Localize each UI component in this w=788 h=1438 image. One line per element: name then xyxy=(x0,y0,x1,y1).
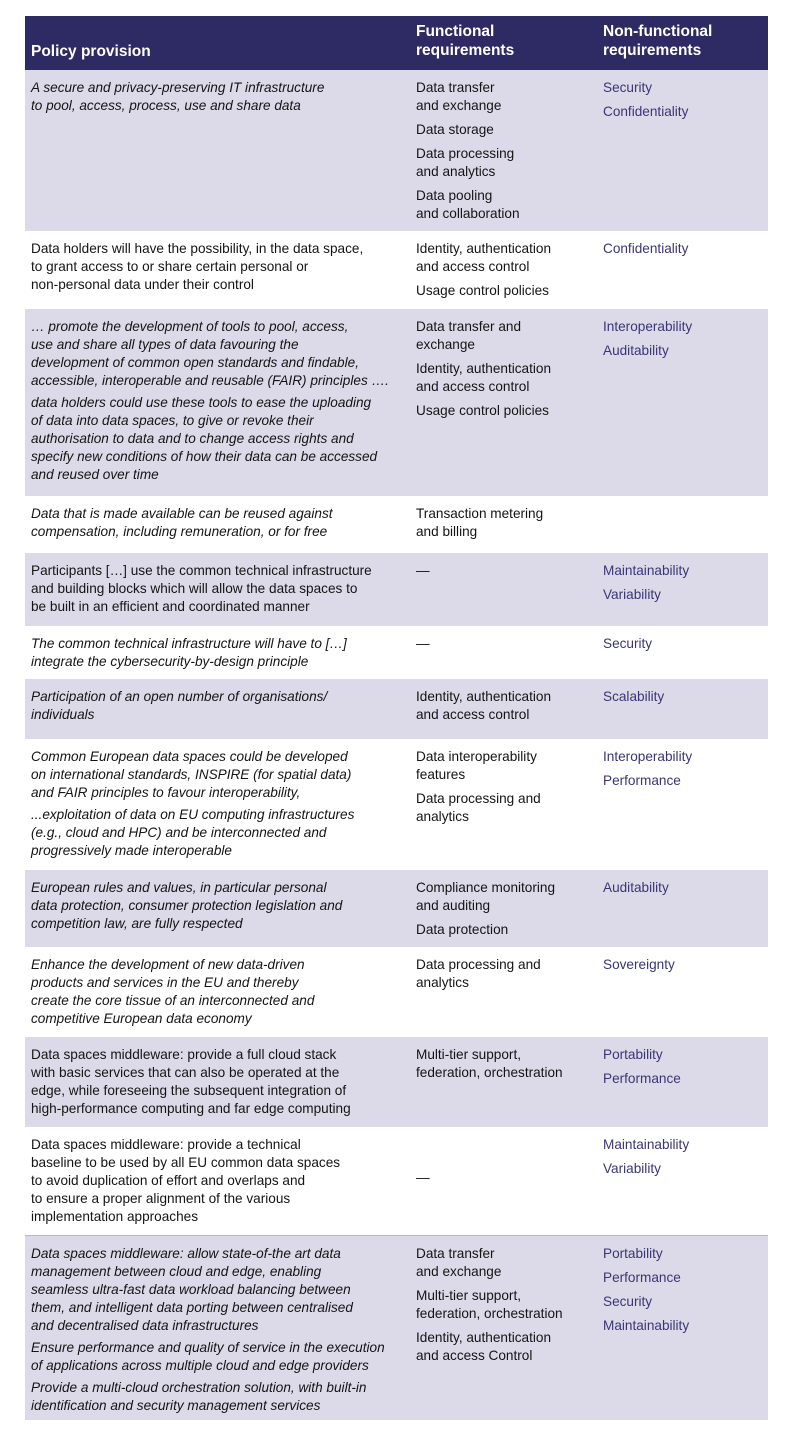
table-row xyxy=(25,626,768,679)
non-functional-requirement: Confidentiality xyxy=(603,241,689,256)
functional-requirement: Data transfer and exchange xyxy=(416,1246,502,1279)
functional-requirement: Identity, authentication and access Control xyxy=(416,1330,552,1363)
table-row xyxy=(25,496,768,553)
header-non-functional-requirements: Non-functional requirements xyxy=(603,23,713,59)
functional-requirements-cell xyxy=(416,318,594,426)
non-functional-requirement: Variability xyxy=(603,1161,661,1176)
functional-requirement: Data processing and analytics xyxy=(416,146,515,179)
non-functional-requirements-cell xyxy=(603,79,763,127)
table-row xyxy=(25,70,768,231)
functional-requirement: Data transfer and exchange xyxy=(416,80,502,113)
policy-text: Enhance the development of new data-driven products and services in the EU and thereby create the core tissue of an interconnected and competitive European data economy xyxy=(31,957,315,1026)
functional-requirements-cell xyxy=(416,688,594,730)
table-row xyxy=(25,947,768,1037)
policy-text: Data spaces middleware: allow state-of-the art data management between cloud and edge, enabling seamless ultra-fast data workload balancing between them, and intelligent data porting between centralised and decentralised data infrastructures xyxy=(31,1246,353,1333)
functional-requirement: Usage control policies xyxy=(416,403,549,418)
header-policy-provision: Policy provision xyxy=(31,43,151,60)
functional-requirement: Multi-tier support, federation, orchestration xyxy=(416,1288,563,1321)
policy-text: Data spaces middleware: provide a technical baseline to be used by all EU common data spaces to avoid duplication of effort and overlaps and to ensure a proper alignment of the various implementation approaches xyxy=(31,1137,341,1224)
functional-requirements-cell xyxy=(416,879,594,945)
non-functional-requirement: Portability xyxy=(603,1246,663,1261)
non-functional-requirement: Security xyxy=(603,1294,653,1309)
requirements-table xyxy=(25,16,768,1420)
functional-requirements-cell xyxy=(416,1127,594,1235)
table-row xyxy=(25,231,768,309)
policy-provision-cell xyxy=(31,635,406,675)
non-functional-requirement: Auditability xyxy=(603,343,669,358)
policy-provision-cell xyxy=(31,562,406,620)
functional-requirement: Data interoperability features xyxy=(416,749,537,782)
functional-requirement: Identity, authentication and access control xyxy=(416,361,552,394)
header-functional-requirements: Functional requirements xyxy=(416,23,515,59)
non-functional-requirement: Interoperability xyxy=(603,319,693,334)
policy-text: Participants […] use the common technical infrastructure and building blocks which will allow the data spaces to be built in an efficient and coordinated manner xyxy=(31,563,372,614)
non-functional-requirements-cell xyxy=(603,748,763,796)
functional-requirement: Usage control policies xyxy=(416,283,549,298)
functional-requirements-cell xyxy=(416,1046,594,1088)
table-row xyxy=(25,1037,768,1127)
policy-text: Provide a multi-cloud orchestration solution, with built-in identification and security management services xyxy=(31,1380,367,1413)
non-functional-requirement: Sovereignty xyxy=(603,957,675,972)
table-row xyxy=(25,870,768,947)
policy-text: Ensure performance and quality of service in the execution of applications across multiple cloud and edge providers xyxy=(31,1340,385,1373)
functional-requirements-cell xyxy=(416,240,594,306)
functional-requirement: Data pooling and collaboration xyxy=(416,188,520,221)
table-body xyxy=(25,70,768,1420)
functional-requirement: Multi-tier support, federation, orchestration xyxy=(416,1047,563,1080)
functional-requirements-cell xyxy=(416,956,594,998)
non-functional-requirements-cell xyxy=(603,1245,763,1341)
policy-text: Common European data spaces could be developed on international standards, INSPIRE (for spatial data) and FAIR principles to favour interoperability, xyxy=(31,749,352,800)
policy-text: Participation of an open number of organisations/ individuals xyxy=(31,689,328,722)
policy-text: ...exploitation of data on EU computing infrastructures (e.g., cloud and HPC) and be interconnected and progressively made interoperable xyxy=(31,807,355,858)
functional-requirements-cell xyxy=(416,748,594,832)
policy-text: Data spaces middleware: provide a full cloud stack with basic services that can also be operated at the edge, while foreseeing the subsequent integration of high-performance computing and far edge computing xyxy=(31,1047,351,1116)
functional-requirements-cell xyxy=(416,562,594,586)
table-header xyxy=(25,16,768,70)
table-row xyxy=(25,309,768,496)
non-functional-requirement: Auditability xyxy=(603,880,669,895)
non-functional-requirement: Performance xyxy=(603,1270,681,1285)
functional-requirement: Data transfer and exchange xyxy=(416,319,522,352)
non-functional-requirements-cell xyxy=(603,1046,763,1094)
non-functional-requirement: Variability xyxy=(603,587,661,602)
non-functional-requirements-cell xyxy=(603,562,763,610)
policy-provision-cell xyxy=(31,1136,406,1230)
non-functional-requirement: Portability xyxy=(603,1047,663,1062)
policy-provision-cell xyxy=(31,505,406,545)
non-functional-requirement: Confidentiality xyxy=(603,104,689,119)
policy-text: data holders could use these tools to ease the uploading of data into data spaces, to give or revoke their authorisation to data and to change access rights and specify new conditions of how their data can be accessed and reused over time xyxy=(31,395,378,482)
non-functional-requirements-cell xyxy=(603,635,763,659)
functional-requirement: Compliance monitoring and auditing xyxy=(416,880,556,913)
functional-requirement: Data processing and analytics xyxy=(416,957,541,990)
non-functional-requirements-cell xyxy=(603,1136,763,1184)
non-functional-requirement: Maintainability xyxy=(603,1137,690,1152)
non-functional-requirement: Scalability xyxy=(603,689,665,704)
table-row xyxy=(25,1127,768,1235)
policy-text: Data holders will have the possibility, in the data space, to grant access to or share certain personal or non-personal data under their control xyxy=(31,241,364,292)
policy-text: Data that is made available can be reused against compensation, including remuneration, or for free xyxy=(31,506,333,539)
functional-requirements-cell xyxy=(416,635,594,659)
policy-provision-cell xyxy=(31,240,406,298)
non-functional-requirements-cell xyxy=(603,318,763,366)
policy-text: The common technical infrastructure will have to […] integrate the cybersecurity-by-design principle xyxy=(31,636,347,669)
non-functional-requirement: Security xyxy=(603,636,653,651)
functional-requirements-cell xyxy=(416,1245,594,1371)
functional-requirement: Identity, authentication and access control xyxy=(416,689,552,722)
table-row xyxy=(25,553,768,626)
policy-provision-cell xyxy=(31,318,406,488)
functional-requirement: — xyxy=(416,563,430,578)
functional-requirement: Data processing and analytics xyxy=(416,791,541,824)
functional-requirement: Identity, authentication and access control xyxy=(416,241,552,274)
policy-text: European rules and values, in particular personal data protection, consumer protection legislation and competition law, are fully respected xyxy=(31,880,343,931)
policy-provision-cell xyxy=(31,748,406,864)
functional-requirement: — xyxy=(416,1170,430,1185)
non-functional-requirement: Maintainability xyxy=(603,1318,690,1333)
non-functional-requirement: Interoperability xyxy=(603,749,693,764)
non-functional-requirement: Security xyxy=(603,80,653,95)
non-functional-requirements-cell xyxy=(603,240,763,264)
non-functional-requirement: Maintainability xyxy=(603,563,690,578)
functional-requirements-cell xyxy=(416,505,594,547)
functional-requirement: Data protection xyxy=(416,922,509,937)
policy-text: A secure and privacy-preserving IT infrastructure to pool, access, process, use and share data xyxy=(31,80,325,113)
functional-requirement: — xyxy=(416,636,430,651)
policy-text: … promote the development of tools to pool, access, use and share all types of data favouring the development of common open standards and findable, accessible, interoperable and reusable (FAIR) principles …. xyxy=(31,319,389,388)
non-functional-requirement: Performance xyxy=(603,1071,681,1086)
functional-requirements-cell xyxy=(416,79,594,229)
policy-provision-cell xyxy=(31,1046,406,1122)
functional-requirement: Transaction metering and billing xyxy=(416,506,544,539)
functional-requirement: Data storage xyxy=(416,122,494,137)
non-functional-requirements-cell xyxy=(603,688,763,712)
non-functional-requirements-cell xyxy=(603,956,763,980)
non-functional-requirements-cell xyxy=(603,879,763,903)
policy-provision-cell xyxy=(31,79,406,119)
table-row xyxy=(25,679,768,739)
policy-provision-cell xyxy=(31,879,406,937)
non-functional-requirement: Performance xyxy=(603,773,681,788)
policy-provision-cell xyxy=(31,956,406,1032)
table-row xyxy=(25,1235,768,1420)
policy-provision-cell xyxy=(31,1245,406,1419)
table-row xyxy=(25,739,768,870)
policy-provision-cell xyxy=(31,688,406,728)
